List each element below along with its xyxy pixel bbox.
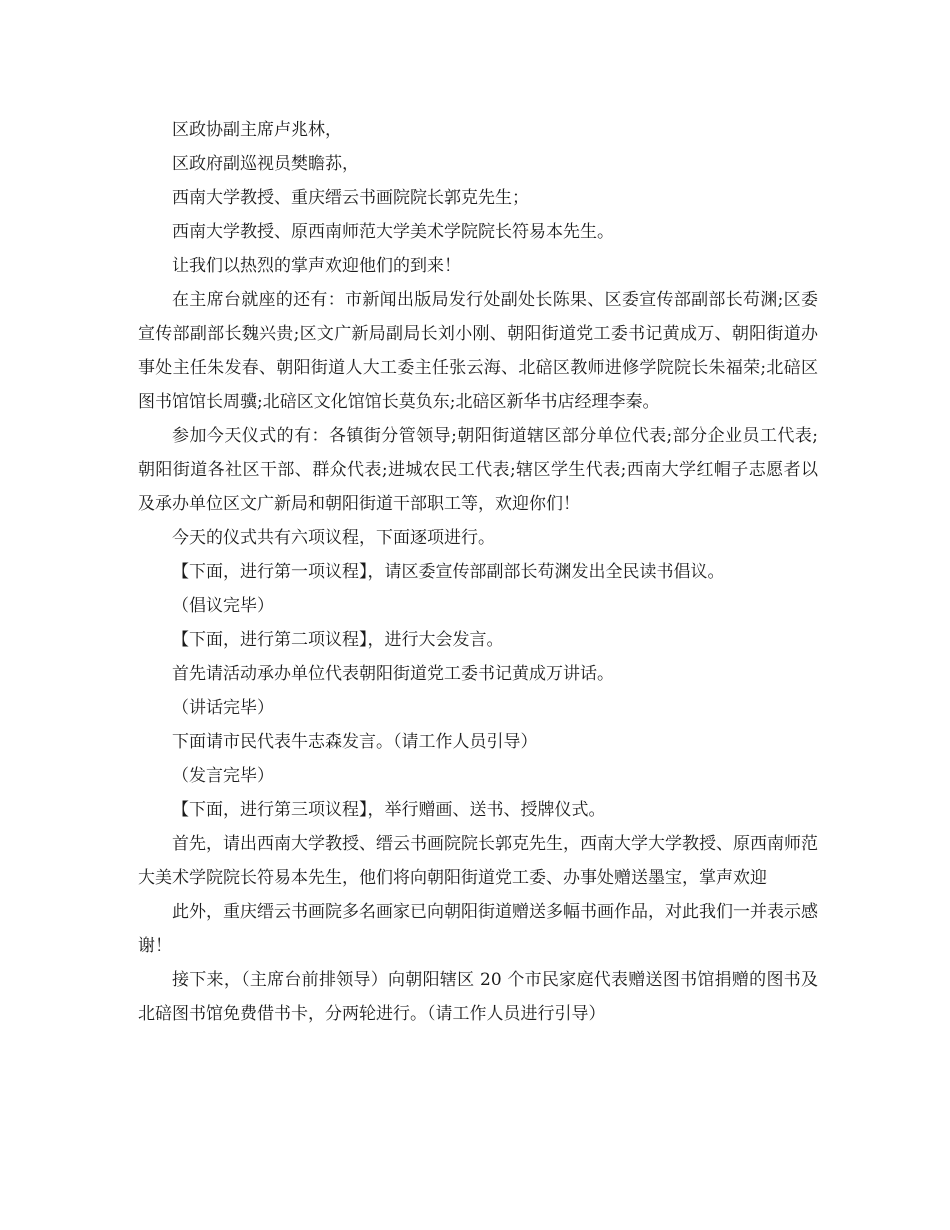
paragraph: （讲话完毕） <box>172 698 274 718</box>
paragraph: （发言完毕） <box>172 766 274 786</box>
paragraph: 参加今天仪式的有：各镇街分管领导;朝阳街道辖区部分单位代表;部分企业员工代表;朝阳街道各社区干部、群众代表;进城农民工代表;辖区学生代表;西南大学红帽子志愿者以及承办单位区文广新局和朝阳街道干部职工等，欢迎你们！ <box>138 426 818 514</box>
paragraph: 下面请市民代表牛志森发言。（请工作人员引导） <box>172 732 538 752</box>
paragraph: 【下面，进行第二项议程】，进行大会发言。 <box>172 630 504 650</box>
paragraph: 首先请活动承办单位代表朝阳街道党工委书记黄成万讲话。 <box>172 664 614 684</box>
paragraph: 今天的仪式共有六项议程，下面逐项进行。 <box>172 528 495 548</box>
paragraph: 在主席台就座的还有：市新闻出版局发行处副处长陈果、区委宣传部副部长苟渊;区委宣传部副部长魏兴贵;区文广新局副局长刘小刚、朝阳街道党工委书记黄成万、朝阳街道办事处主任朱发春、朝阳街道人大工委主任张云海、北碚区教师进修学院院长朱福荣;北碚区图书馆馆长周骥;北碚区文化馆馆长莫负东;北碚区新华书店经理李秦。 <box>138 290 818 412</box>
document-body <box>138 113 818 1031</box>
paragraph: 接下来，（主席台前排领导）向朝阳辖区 20 个市民家庭代表赠送图书馆捐赠的图书及北碚图书馆免费借书卡，分两轮进行。（请工作人员进行引导） <box>138 970 818 1024</box>
paragraph: 首先，请出西南大学教授、缙云书画院院长郭克先生，西南大学大学教授、原西南师范大美术学院院长符易本先生，他们将向朝阳街道党工委、办事处赠送墨宝，掌声欢迎 <box>138 834 818 888</box>
paragraph: 此外，重庆缙云书画院多名画家已向朝阳街道赠送多幅书画作品，对此我们一并表示感谢！ <box>138 902 818 956</box>
paragraph: 西南大学教授、重庆缙云书画院院长郭克先生； <box>172 188 529 208</box>
paragraph: 区政府副巡视员樊瞻荪， <box>172 154 359 174</box>
paragraph: 【下面，进行第三项议程】，举行赠画、送书、授牌仪式。 <box>172 800 606 820</box>
paragraph: 区政协副主席卢兆林， <box>172 120 342 140</box>
paragraph: 【下面，进行第一项议程】，请区委宣传部副部长苟渊发出全民读书倡议。 <box>172 562 725 582</box>
paragraph: （倡议完毕） <box>172 596 274 616</box>
paragraph: 让我们以热烈的掌声欢迎他们的到来！ <box>172 256 461 276</box>
paragraph: 西南大学教授、原西南师范大学美术学院院长符易本先生。 <box>172 222 614 242</box>
